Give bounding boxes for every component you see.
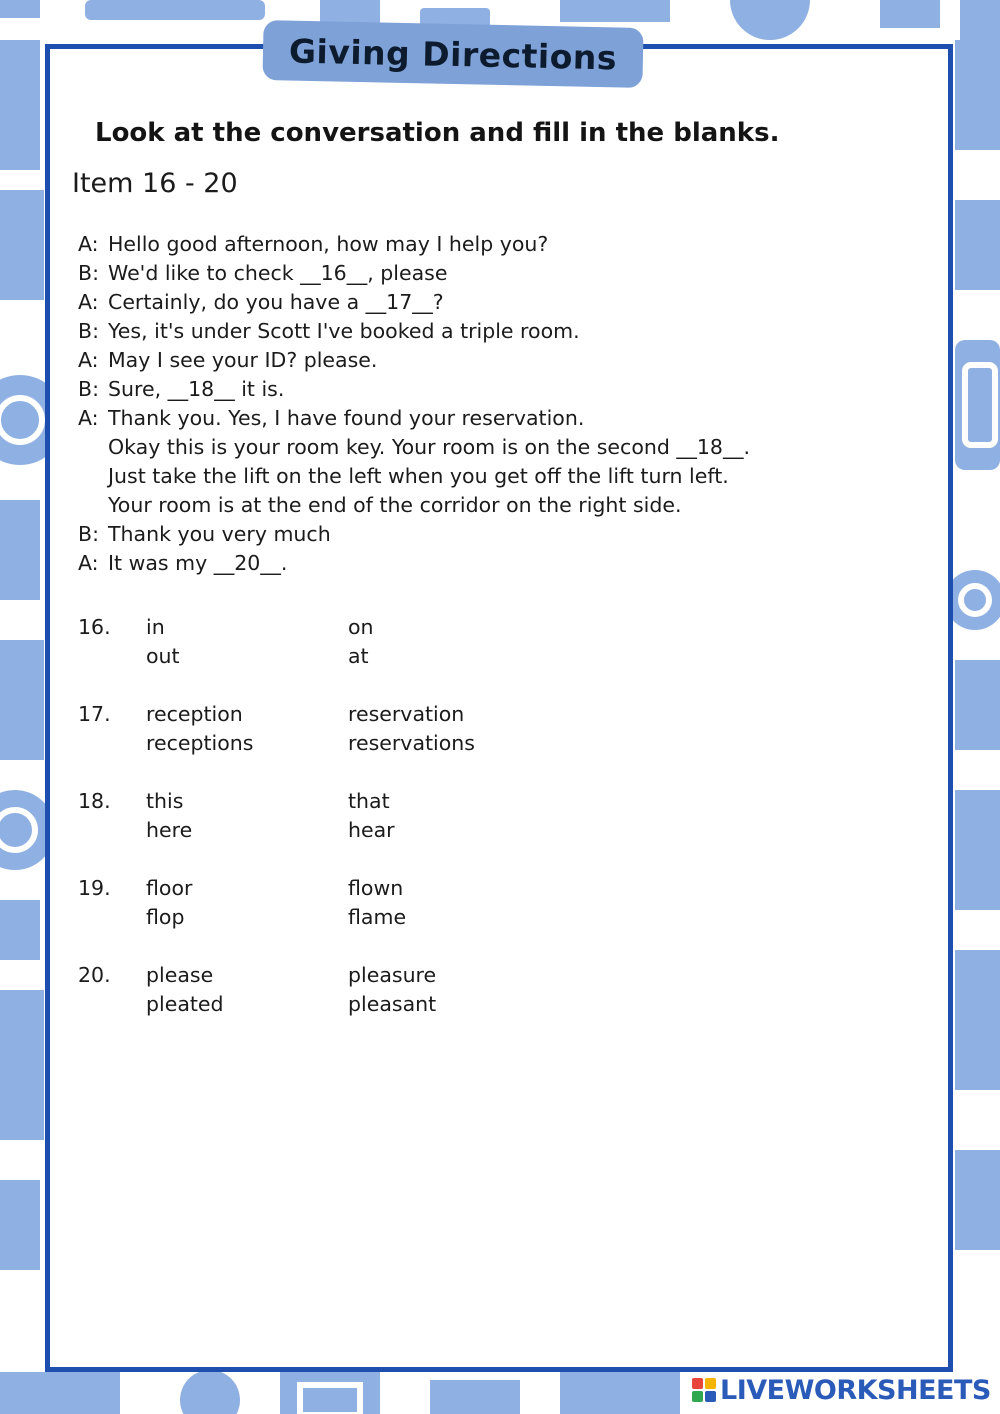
speaker-label: B: bbox=[78, 522, 99, 546]
liveworksheets-logo-icon bbox=[692, 1378, 716, 1402]
option[interactable]: in bbox=[146, 615, 165, 639]
question-16 bbox=[78, 613, 778, 671]
speaker-label: B: bbox=[78, 261, 99, 285]
question-18 bbox=[78, 787, 778, 845]
speaker-label: B: bbox=[78, 319, 99, 343]
dialogue-line bbox=[78, 288, 878, 317]
speaker-label: A: bbox=[78, 348, 99, 372]
option[interactable]: pleasure bbox=[348, 963, 437, 987]
item-range: Item 16 - 20 bbox=[72, 168, 238, 199]
option[interactable]: flop bbox=[146, 905, 185, 929]
dialogue-line bbox=[78, 549, 878, 578]
dialogue-text: We'd like to check __16__, please bbox=[108, 261, 448, 285]
worksheet-title: Giving Directions bbox=[288, 31, 618, 77]
option[interactable]: receptions bbox=[146, 731, 254, 755]
option[interactable]: reception bbox=[146, 702, 243, 726]
option[interactable]: on bbox=[348, 615, 374, 639]
dialogue-line bbox=[78, 491, 878, 520]
dialogue-line bbox=[78, 346, 878, 375]
option[interactable]: reservations bbox=[348, 731, 475, 755]
dialogue-line bbox=[78, 259, 878, 288]
option[interactable]: out bbox=[146, 644, 180, 668]
brand-name: LIVEWORKSHEETS bbox=[720, 1374, 991, 1406]
question-number: 16. bbox=[78, 615, 111, 639]
conversation bbox=[78, 230, 878, 578]
answer-options bbox=[78, 613, 778, 1048]
question-number: 18. bbox=[78, 789, 111, 813]
option[interactable]: hear bbox=[348, 818, 395, 842]
dialogue-text: Thank you very much bbox=[108, 522, 331, 546]
dialogue-line bbox=[78, 404, 878, 433]
dialogue-line bbox=[78, 462, 878, 491]
dialogue-text: May I see your ID? please. bbox=[108, 348, 378, 372]
option[interactable]: pleated bbox=[146, 992, 224, 1016]
dialogue-text: Just take the lift on the left when you get off the lift turn left. bbox=[108, 464, 729, 488]
option[interactable]: flown bbox=[348, 876, 404, 900]
option[interactable]: that bbox=[348, 789, 390, 813]
speaker-label: B: bbox=[78, 377, 99, 401]
dialogue-line bbox=[78, 317, 878, 346]
option[interactable]: this bbox=[146, 789, 184, 813]
dialogue-text: Thank you. Yes, I have found your reservation. bbox=[108, 406, 585, 430]
dialogue-line bbox=[78, 433, 878, 462]
dialogue-text: Yes, it's under Scott I've booked a triple room. bbox=[108, 319, 580, 343]
question-number: 17. bbox=[78, 702, 111, 726]
dialogue-line bbox=[78, 375, 878, 404]
liveworksheets-brand[interactable] bbox=[692, 1372, 991, 1408]
question-17 bbox=[78, 700, 778, 758]
question-number: 19. bbox=[78, 876, 111, 900]
speaker-label: A: bbox=[78, 406, 99, 430]
dialogue-text: Sure, __18__ it is. bbox=[108, 377, 285, 401]
speaker-label: A: bbox=[78, 290, 99, 314]
question-19 bbox=[78, 874, 778, 932]
dialogue-text: Hello good afternoon, how may I help you? bbox=[108, 232, 549, 256]
instruction-text: Look at the conversation and fill in the blanks. bbox=[95, 118, 780, 148]
option[interactable]: please bbox=[146, 963, 214, 987]
dialogue-line bbox=[78, 230, 878, 259]
question-number: 20. bbox=[78, 963, 111, 987]
option[interactable]: reservation bbox=[348, 702, 465, 726]
dialogue-line bbox=[78, 520, 878, 549]
dialogue-text: Okay this is your room key. Your room is on the second __18__. bbox=[108, 435, 750, 459]
question-20 bbox=[78, 961, 778, 1019]
dialogue-text: Your room is at the end of the corridor on the right side. bbox=[108, 493, 682, 517]
option[interactable]: flame bbox=[348, 905, 407, 929]
speaker-label: A: bbox=[78, 232, 99, 256]
dialogue-text: Certainly, do you have a __17__? bbox=[108, 290, 444, 314]
option[interactable]: here bbox=[146, 818, 193, 842]
option[interactable]: floor bbox=[146, 876, 193, 900]
option[interactable]: pleasant bbox=[348, 992, 437, 1016]
dialogue-text: It was my __20__. bbox=[108, 551, 288, 575]
option[interactable]: at bbox=[348, 644, 369, 668]
speaker-label: A: bbox=[78, 551, 99, 575]
title-tab bbox=[262, 20, 643, 88]
